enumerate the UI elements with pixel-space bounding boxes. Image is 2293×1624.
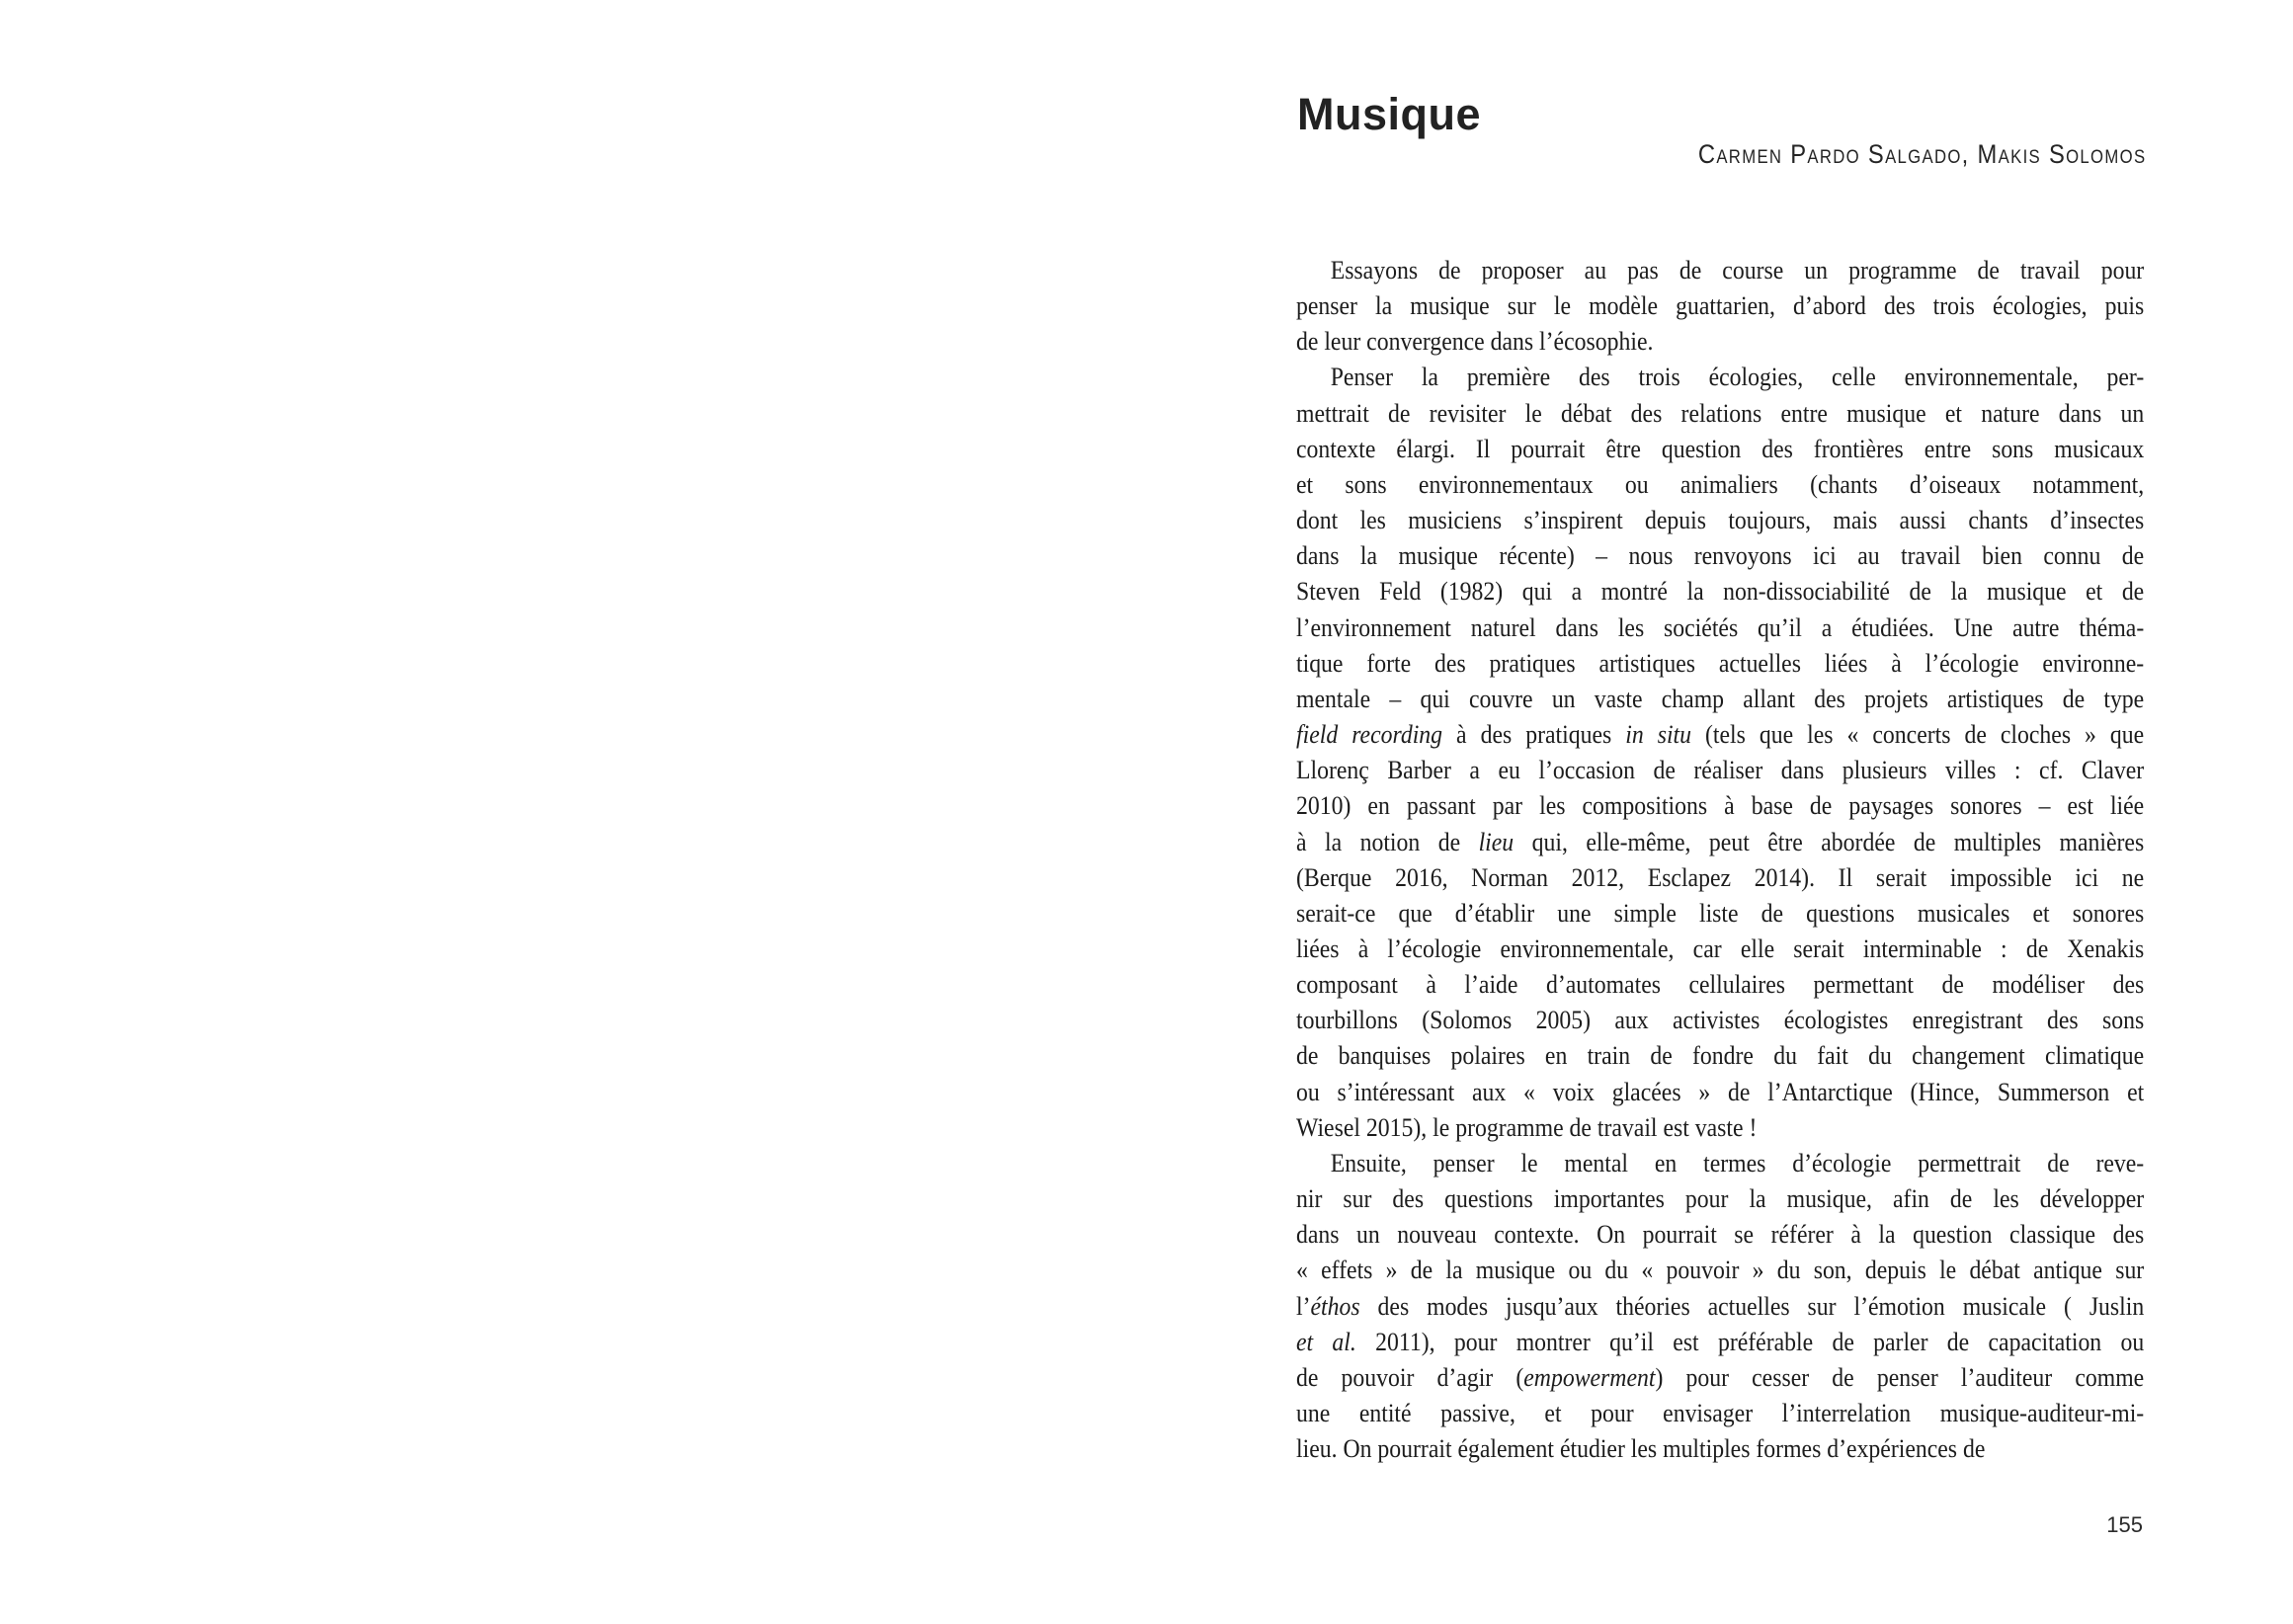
text-run: Llorenç Barber a eu l’occasion de réaliser dans plusieurs villes : cf. Claver bbox=[1296, 756, 2145, 785]
text-run: contexte élargi. Il pourrait être question des frontières entre sons musicaux bbox=[1296, 434, 2145, 463]
text-run: mentale – qui couvre un vaste champ allant des projets artistiques de type bbox=[1296, 684, 2145, 713]
text-run: Penser la première des trois écologies, celle environnementale, per- bbox=[1330, 363, 2145, 392]
text-run: tique forte des pratiques artistiques actuelles liées à l’écologie environne- bbox=[1296, 648, 2145, 678]
text-run: (Berque 2016, Norman 2012, Esclapez 2014). Il serait impossible ici ne bbox=[1296, 862, 2145, 892]
text-line bbox=[1296, 396, 2144, 432]
text-line bbox=[1296, 1110, 2144, 1146]
text-run: dont les musiciens s’inspirent depuis toujours, mais aussi chants d’insectes bbox=[1296, 506, 2145, 535]
body-text bbox=[1296, 253, 2144, 1467]
text-line bbox=[1296, 1003, 2144, 1038]
text-line bbox=[1296, 932, 2144, 967]
text-run: liées à l’écologie environnementale, car elle serait interminable : de Xenakis bbox=[1296, 934, 2145, 963]
text-line bbox=[1296, 1253, 2144, 1288]
text-run: qui, elle-même, peut être abordée de multiples manières bbox=[1514, 827, 2145, 856]
authors-line: Carmen Pardo Salgado, Makis Solomos bbox=[1697, 139, 2146, 169]
text-run: ou s’intéressant aux « voix glacées » de l’Antarctique (Hince, Summerson et bbox=[1296, 1077, 2145, 1106]
text-run: une entité passive, et pour envisager l’interrelation musique-auditeur-mi- bbox=[1296, 1399, 2145, 1427]
text-line bbox=[1296, 896, 2144, 932]
text-line bbox=[1296, 646, 2144, 682]
text-line bbox=[1296, 503, 2144, 538]
text-line bbox=[1296, 1181, 2144, 1217]
text-line bbox=[1296, 360, 2144, 395]
text-run: ) pour cesser de penser l’auditeur comme bbox=[1655, 1362, 2145, 1392]
text-line bbox=[1296, 788, 2144, 824]
text-run: composant à l’aide d’automates cellulaires permettant de modéliser des bbox=[1296, 970, 2145, 1000]
italic-text: empowerment bbox=[1523, 1362, 1656, 1392]
text-line bbox=[1296, 717, 2144, 753]
text-line bbox=[1296, 967, 2144, 1003]
text-run: Steven Feld (1982) qui a montré la non-dissociabilité de la musique et de bbox=[1296, 577, 2145, 607]
text-line bbox=[1296, 1360, 2144, 1396]
text-run: Essayons de proposer au pas de course un programme de travail pour bbox=[1330, 256, 2145, 284]
text-run: de leur convergence dans l’écosophie. bbox=[1296, 327, 1654, 357]
text-run: des modes jusqu’aux théories actuelles sur l’émotion musicale ( Juslin bbox=[1359, 1291, 2145, 1321]
text-line bbox=[1296, 253, 2144, 288]
text-line bbox=[1296, 753, 2144, 788]
page-number: 155 bbox=[2106, 1512, 2143, 1537]
text-line bbox=[1296, 1146, 2144, 1181]
text-line bbox=[1296, 467, 2144, 503]
text-line bbox=[1296, 1289, 2144, 1325]
text-run: lieu. On pourrait également étudier les multiples formes d’expériences de bbox=[1296, 1434, 1986, 1464]
text-run: penser la musique sur le modèle guattarien, d’abord des trois écologies, puis bbox=[1296, 291, 2145, 321]
italic-text: in situ bbox=[1625, 720, 1692, 750]
text-line bbox=[1296, 1396, 2144, 1431]
text-line bbox=[1296, 1217, 2144, 1253]
text-run: « effets » de la musique ou du « pouvoir » du son, depuis le débat antique sur bbox=[1296, 1256, 2145, 1285]
page-title: Musique bbox=[1297, 89, 1482, 140]
text-run: l’environnement naturel dans les sociétés qu’il a étudiées. Une autre théma- bbox=[1296, 612, 2145, 642]
text-line bbox=[1296, 574, 2144, 609]
text-run: Wiesel 2015), le programme de travail est vaste ! bbox=[1296, 1112, 1758, 1142]
text-run: Ensuite, penser le mental en termes d’écologie permettrait de reve- bbox=[1330, 1148, 2145, 1177]
text-run: mettrait de revisiter le débat des relations entre musique et nature dans un bbox=[1296, 398, 2145, 428]
text-run: 2010) en passant par les compositions à base de paysages sonores – est liée bbox=[1296, 791, 2145, 821]
text-run: serait-ce que d’établir une simple liste de questions musicales et sonores bbox=[1296, 898, 2145, 928]
text-line bbox=[1296, 538, 2144, 574]
text-line bbox=[1296, 1038, 2144, 1074]
text-run: de banquises polaires en train de fondre du fait du changement climatique bbox=[1296, 1041, 2145, 1071]
text-run: (tels que les « concerts de cloches » que bbox=[1691, 720, 2145, 750]
text-run: à des pratiques bbox=[1442, 720, 1626, 750]
text-run: à la notion de bbox=[1296, 827, 1479, 856]
italic-text: lieu bbox=[1478, 827, 1515, 856]
text-line bbox=[1296, 432, 2144, 467]
text-line bbox=[1296, 324, 2144, 360]
text-run: de pouvoir d’agir ( bbox=[1296, 1362, 1524, 1392]
text-run: et sons environnementaux ou animaliers (chants d’oiseaux notamment, bbox=[1296, 469, 2145, 499]
italic-text: éthos bbox=[1310, 1291, 1360, 1321]
text-line bbox=[1296, 1325, 2144, 1360]
italic-text: et al. bbox=[1296, 1327, 1356, 1356]
text-run: 2011), pour montrer qu’il est préférable de parler de capacitation ou bbox=[1355, 1327, 2145, 1356]
text-line bbox=[1296, 682, 2144, 717]
text-run: l’ bbox=[1296, 1291, 1311, 1321]
text-line bbox=[1296, 860, 2144, 896]
text-run: nir sur des questions importantes pour la musique, afin de les développer bbox=[1296, 1184, 2145, 1214]
text-line bbox=[1296, 825, 2144, 860]
text-line bbox=[1296, 610, 2144, 646]
text-line bbox=[1296, 1431, 2144, 1467]
text-run: dans un nouveau contexte. On pourrait se référer à la question classique des bbox=[1296, 1220, 2145, 1250]
italic-text: field recording bbox=[1296, 720, 1443, 750]
text-run: tourbillons (Solomos 2005) aux activistes écologistes enregistrant des sons bbox=[1296, 1006, 2145, 1035]
text-line bbox=[1296, 288, 2144, 324]
text-line bbox=[1296, 1075, 2144, 1110]
text-run: dans la musique récente) – nous renvoyons ici au travail bien connu de bbox=[1296, 541, 2145, 571]
